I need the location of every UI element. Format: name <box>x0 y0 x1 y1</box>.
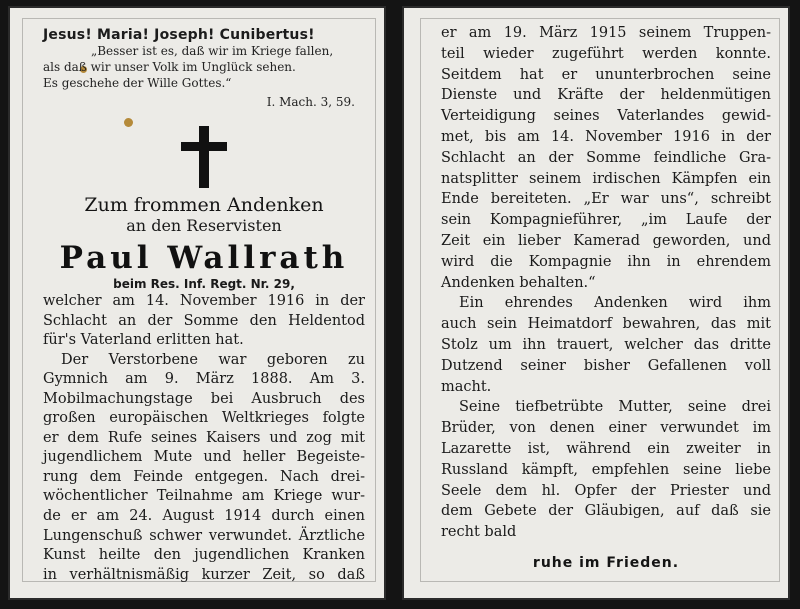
text-line: macht. <box>441 378 492 395</box>
quote-reference: I. Mach. 3, 59. <box>266 95 355 109</box>
text-line: Seele dem hl. Opfer der Priester und <box>441 482 771 499</box>
text-line: sein Kompagnieführer, „im Laufe der <box>441 212 771 229</box>
text-line: Dienste und Kräfte der heldenmütigen <box>441 87 771 104</box>
latin-cross-icon <box>179 126 229 188</box>
text-line: Gymnich am 9. März 1888. Am 3. <box>43 371 365 388</box>
text-line: Ende bereiteten. „Er war uns“, schreibt <box>441 191 771 208</box>
text-line: Seitdem hat er ununterbrochen seine <box>441 66 771 83</box>
text-line: Ein ehrendes Andenken wird ihm <box>459 295 771 312</box>
text-line: für's Vaterland erlitten hat. <box>43 332 244 349</box>
text-line: welcher am 14. November 1916 in der <box>43 293 365 309</box>
text-line: er am 19. März 1915 seinem Truppen- <box>441 25 771 41</box>
text-line: Der Verstorbene war geboren zu <box>61 351 365 368</box>
bible-quote <box>43 43 365 110</box>
right-page-frame <box>420 18 780 582</box>
text-line: Zeit ein lieber Kamerad geworden, und <box>441 232 771 249</box>
text-line: natsplitter seinem irdischen Kämpfen ein <box>441 170 771 187</box>
text-line: er dem Rufe seines Kaisers und zog mit <box>43 429 365 446</box>
right-card-page <box>402 6 790 600</box>
text-line: großen europäischen Weltkrieges folgte <box>43 410 365 427</box>
text-line: Brüder, von denen einer verwundet im <box>441 420 771 437</box>
text-line: rung dem Feinde entgegen. Nach drei- <box>43 468 365 485</box>
text-line: met, bis am 14. November 1916 in der <box>441 128 771 145</box>
text-line: dem Gebete der Gläubigen, auf daß sie <box>441 503 771 520</box>
left-page-frame <box>22 18 376 582</box>
left-body-text <box>43 292 365 585</box>
text-line: Schlacht an der Somme den Heldentod <box>43 312 365 329</box>
memorial-subheading: an den Reservisten <box>126 216 282 235</box>
text-line: auch sein Heimatdorf bewahren, das mit <box>441 316 771 333</box>
text-line: wöchentlicher Teilnahme am Kriege wur- <box>43 488 365 505</box>
motto: Jesus! Maria! Joseph! Cunibertus! <box>43 27 315 43</box>
text-line: Andenken behalten.“ <box>441 274 596 291</box>
left-card-page <box>8 6 386 600</box>
text-line: in verhältnismäßig kurzer Zeit, so daß <box>43 566 365 583</box>
text-line: wird die Kompagnie ihn in ehrendem <box>441 253 771 270</box>
quote-line: „Besser ist es, daß wir im Kriege fallen, <box>91 44 334 58</box>
text-line: teil wieder zugeführt werden konnte. <box>441 45 771 62</box>
text-line: Lungenschuß schwer verwundet. Ärztliche <box>43 527 365 544</box>
text-line: de er am 24. August 1914 durch einen <box>43 508 365 525</box>
text-line: Russland kämpft, empfehlen seine liebe <box>441 461 771 478</box>
text-line: Stolz um ihn trauert, welcher das dritte <box>441 336 771 353</box>
text-line: jugendlichem Mute und heller Begeiste- <box>43 449 365 466</box>
text-line: Dutzend seiner bisher Gefallenen voll <box>441 357 771 374</box>
quote-line: Es geschehe der Wille Gottes.“ <box>43 76 232 90</box>
text-line: Schlacht an der Somme feindliche Gra- <box>441 149 771 166</box>
text-line: Lazarette ist, während ein zweiter in <box>441 440 771 457</box>
memorial-heading: Zum frommen Andenken <box>84 194 324 216</box>
right-body-text <box>441 23 771 543</box>
text-line: Seine tiefbetrübte Mutter, seine drei <box>459 399 771 416</box>
text-line: Kunst heilte den jugendlichen Kranken <box>43 547 365 564</box>
text-line: recht bald <box>441 524 517 541</box>
quote-line: als daß wir unser Volk im Unglück sehen. <box>43 60 296 74</box>
text-line: Mobilmachungstage bei Ausbruch des <box>43 390 365 407</box>
text-line: Verteidigung seines Vaterlandes gewid- <box>441 108 771 125</box>
closing-line: ruhe im Frieden. <box>532 554 680 571</box>
regiment-line: beim Res. Inf. Regt. Nr. 29, <box>113 277 295 291</box>
deceased-name: Paul Wallrath <box>59 240 349 276</box>
